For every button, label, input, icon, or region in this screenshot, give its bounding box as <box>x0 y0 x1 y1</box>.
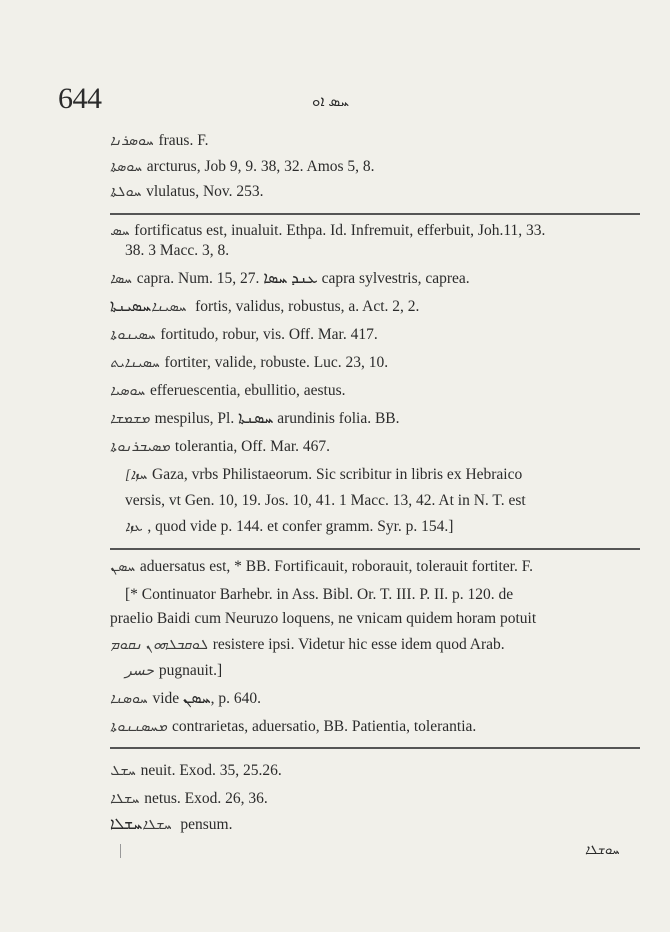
entry-tolerantia <box>110 438 640 457</box>
syriac-headword: ܚܣܢ <box>110 560 135 575</box>
syriac-headword: ܡܫܡܫܐ <box>110 412 150 427</box>
syriac-headword: ܥܙܐ <box>125 520 143 535</box>
entry-gaza <box>125 466 655 485</box>
syriac-headword: ܚܫܠܐ <box>142 818 172 833</box>
entry-text: 38. 3 Macc. 3, 8. <box>125 242 230 259</box>
entry-text: Gaza, vrbs Philistaeorum. Sic scribitur in libris ex Hebraico <box>152 466 523 483</box>
entry-text: arcturus, Job 9, 9. 38, 32. Amos 5, 8. <box>146 158 375 175</box>
entry-text: tolerantia, Off. Mar. 467. <box>174 438 331 455</box>
entry-fortificatus <box>110 222 640 241</box>
syriac-headword: ܚܣܝܢܐ <box>151 300 187 315</box>
running-title: ܚܣ ܐܘ <box>312 94 349 110</box>
syriac-headword: ܚܘܣܪܢܐ <box>110 134 154 149</box>
entry-text: capra. Num. 15, 27. ܥܢܕ ܚܣܐ capra sylvestris, caprea. <box>136 270 470 287</box>
entry-fraus <box>110 132 640 151</box>
syriac-headword: ܚܘܠܬܐ <box>110 185 142 200</box>
entry-text: fraus. F. <box>158 132 209 149</box>
entry-text: neuit. Exod. 35, 25.26. <box>140 762 282 779</box>
entry-arcturus <box>110 158 640 177</box>
entry-text: fortiter, valide, robuste. Luc. 23, 10. <box>164 354 389 371</box>
entry-contrarietas <box>110 718 640 737</box>
entry-netus <box>110 790 640 809</box>
syriac-phrase: ܠܘܩܒܠܗܘܢ ܢܩܘܡ <box>110 638 208 653</box>
entry-text: , quod vide p. 144. et confer gramm. Syr. p. 154.] <box>147 518 454 535</box>
entry-fortiter <box>110 354 640 373</box>
entry-text: vlulatus, Nov. 253. <box>146 183 264 200</box>
entry-note-cont <box>110 610 640 628</box>
entry-text: aduersatus est, * BB. Fortificauit, roborauit, tolerauit fortiter. F. <box>139 558 533 575</box>
entry-pensum <box>110 816 640 835</box>
entry-aduersatus <box>110 558 640 577</box>
entry-note <box>125 586 655 604</box>
entry-text: mespilus, Pl. ܚܣܢܬܐ arundinis folia. BB. <box>154 410 400 427</box>
entry-mespilus <box>110 410 640 429</box>
entry-text: netus. Exod. 26, 36. <box>144 790 268 807</box>
entry-text: resistere ipsi. Videtur hic esse idem quod Arab. <box>212 636 505 653</box>
entry-vide <box>110 690 640 709</box>
entry-fortis <box>110 298 640 317</box>
entry-text: efferuescentia, ebullitio, aestus. <box>149 382 346 399</box>
section-divider <box>110 747 640 749</box>
entry-vlulatus <box>110 183 640 202</box>
syriac-headword: ܚܣ <box>110 224 130 239</box>
entry-text: pugnauit.] <box>158 662 223 679</box>
syriac-headword: ܚܫܠ <box>110 764 136 779</box>
syriac-headword: ܡܚܣܢܢܘܬܐ <box>110 720 167 735</box>
syriac-headword: ܚܘܣܬܐ <box>110 160 142 175</box>
syriac-headword: ܡܣܝܒܪܢܘܬܐ <box>110 440 170 455</box>
entry-text: fortitudo, robur, vis. Off. Mar. 417. <box>160 326 378 343</box>
entry-continuation <box>125 242 655 260</box>
entry-text: praelio Baidi cum Neuruzo loquens, ne vnicam quidem horam potuit <box>110 610 537 627</box>
syriac-headword: ܚܣܐ <box>110 272 132 287</box>
syriac-headword: ܚܘܣܝܐ <box>110 384 145 399</box>
margin-mark <box>120 844 121 858</box>
section-divider <box>110 548 640 550</box>
section-divider <box>110 213 640 215</box>
entry-text: ܚܫܠܐ pensum. <box>110 816 233 833</box>
entry-fortitudo <box>110 326 640 345</box>
syriac-headword: ܚܘܣܢܐ <box>110 692 148 707</box>
catchword: ܚܘܫܠܐ <box>585 842 620 857</box>
entry-note-cont-2 <box>110 636 640 655</box>
entry-capra <box>110 270 640 289</box>
syriac-headword: [ܚܙܐ <box>125 468 148 483</box>
entry-neuit <box>110 762 640 781</box>
syriac-headword: ܚܣܝܢܘܬܐ <box>110 328 156 343</box>
arabic-word: ﺣﺴﺮ <box>125 664 154 679</box>
entry-text: ܚܣܝܢܬܐ fortis, validus, robustus, a. Act. 2, 2. <box>110 298 420 315</box>
page-number: 644 <box>58 82 102 115</box>
entry-text: contrarietas, aduersatio, BB. Patientia, tolerantia. <box>171 718 477 735</box>
entry-text: [* Continuator Barhebr. in Ass. Bibl. Or. T. III. P. II. p. 120. de <box>125 586 514 603</box>
entry-note-cont-3 <box>125 662 655 681</box>
syriac-headword: ܚܣܝܢܐܝܬ <box>110 356 160 371</box>
entry-text: vide ܚܣܢ, p. 640. <box>152 690 261 707</box>
entry-text: versis, vt Gen. 10, 19. Jos. 10, 41. 1 Macc. 13, 42. At in N. T. est <box>125 492 526 509</box>
entry-gaza-cont-2 <box>125 518 655 537</box>
syriac-headword: ܚܫܠܐ <box>110 792 140 807</box>
entry-text: fortificatus est, inualuit. Ethpa. Id. Infremuit, efferbuit, Joh.11, 33. <box>134 222 546 239</box>
entry-gaza-cont <box>125 492 655 510</box>
entry-efferuescentia <box>110 382 640 401</box>
